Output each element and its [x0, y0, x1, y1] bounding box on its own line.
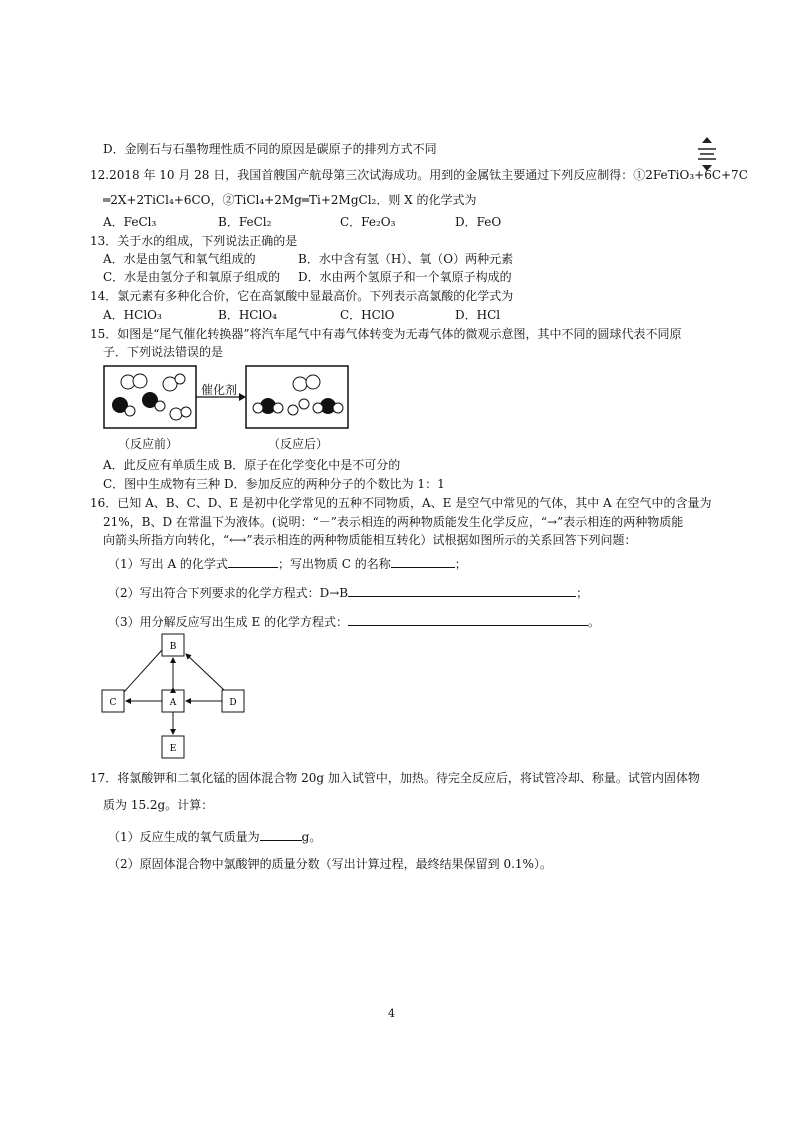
double-arrow-icon: ⟷: [229, 533, 247, 547]
q14-stem: 14．氯元素有多种化合价，它在高氯酸中显最高价。下列表示高氯酸的化学式为: [90, 289, 514, 303]
q17-sub1-text: （1）反应生成的氧气质量为: [108, 830, 260, 844]
q16-sub2: [108, 584, 588, 601]
q12-stem-line2: ═2X+2TiCl₄+6CO，②TiCl₄+2Mg═Ti+2MgCl₂．则 X 的化学式为: [103, 193, 477, 207]
atom-white: [333, 403, 343, 413]
q17-stem-line1: 17．将氯酸钾和二氧化锰的固体混合物 20g 加入试管中，加热。待完全反应后，将试管冷却、称量。试管内固体物: [90, 771, 700, 785]
q12-option-a: A．FeCl₃: [103, 215, 157, 229]
node-e-label: E: [169, 744, 177, 754]
q16-sub1-text: （1）写出 A 的化学式: [108, 557, 228, 571]
atom-white: [170, 408, 182, 420]
atom-white: [125, 406, 135, 416]
atom-white: [293, 377, 307, 391]
q16-sub2-text: （2）写出符合下列要求的化学方程式：D→B: [108, 586, 349, 600]
q16-stem-line2: 21%，B、D 在常温下为液体。(说明：“－”表示相连的两种物质能发生化学反应，“→”表示相连的两种物质能: [103, 515, 684, 529]
q14-option-c: C．HClO: [340, 308, 395, 322]
q12-option-c: C．Fe₂O₃: [340, 215, 396, 229]
page-number: 4: [388, 1007, 395, 1020]
relation-diagram: [100, 632, 250, 762]
node-b-label: B: [169, 642, 177, 652]
node-d-label: D: [229, 698, 237, 708]
q16-sub3: [108, 613, 600, 630]
after-box: [246, 366, 348, 428]
q16-sub2-end: ；: [576, 586, 589, 600]
atom-white: [253, 403, 263, 413]
q17-stem-line2: 质为 15.2g。计算：: [103, 798, 214, 812]
q15-options-ab: A．此反应有单质生成 B．原子在化学变化中是不可分的: [103, 458, 401, 472]
atom-white: [133, 374, 147, 388]
before-label: （反应前）: [118, 437, 179, 451]
q16-line3-end: ”表示相连的两种物质能相互转化）试根据如图所示的关系回答下列问题：: [246, 533, 637, 547]
q17-sub2: （2）原固体混合物中氯酸钾的质量分数（写出计算过程，最终结果保留到 0.1%）。: [108, 857, 552, 871]
q14-option-a: A．HClO₃: [103, 308, 162, 322]
q17-sub1-unit: g。: [301, 830, 322, 844]
answer-blank-a-formula[interactable]: [228, 555, 278, 568]
answer-blank-oxygen-mass[interactable]: [260, 828, 302, 841]
answer-blank-d-to-b[interactable]: [348, 584, 576, 597]
atom-white: [273, 403, 283, 413]
node-c-label: C: [109, 698, 117, 708]
q16-stem-line1: 16．已知 A、B、C、D、E 是初中化学常见的五种不同物质，A、E 是空气中常见的气体，其中 A 在空气中的含量为: [90, 496, 712, 510]
q17-sub1: [108, 828, 321, 845]
q13-option-b: B．水中含有氢（H）、氧（O）两种元素: [298, 252, 514, 266]
q16-sub3-end: 。: [588, 615, 601, 629]
node-a-label: A: [169, 698, 177, 708]
q13-option-c: C．水是由氢分子和氧原子组成的: [103, 270, 281, 284]
q13-stem: 13．关于水的组成，下列说法正确的是: [90, 234, 298, 248]
atom-white: [306, 375, 320, 389]
atom-white: [313, 403, 323, 413]
atom-white: [288, 405, 298, 415]
answer-blank-c-name[interactable]: [391, 555, 455, 568]
q12-option-d: D．FeO: [455, 215, 502, 229]
q13-option-a: A．水是由氢气和氧气组成的: [103, 252, 256, 266]
q16-sub3-text: （3）用分解反应写出生成 E 的化学方程式：: [108, 615, 349, 629]
atom-white: [181, 407, 191, 417]
atom-white: [155, 401, 165, 411]
q12-option-b: B．FeCl₂: [218, 215, 272, 229]
q14-option-d: D．HCl: [455, 308, 501, 322]
q16-sub1-end: ；: [454, 557, 467, 571]
edge-d-b: [186, 654, 224, 690]
q14-option-b: B．HClO₄: [218, 308, 277, 322]
q16-sub1-text2: ；写出物质 C 的名称: [277, 557, 391, 571]
edge-c-b: [124, 650, 162, 692]
q11-option-d: D．金刚石与石墨物理性质不同的原因是碳原子的排列方式不同: [103, 142, 437, 156]
after-label: （反应后）: [268, 437, 329, 451]
atom-white: [175, 374, 185, 384]
q13-option-d: D．水由两个氢原子和一个氧原子构成的: [298, 270, 512, 284]
answer-blank-e-equation[interactable]: [348, 613, 588, 626]
q12-stem-line1: 12.2018 年 10 月 28 日，我国首艘国产航母第三次试海成功。用到的金属钛主要通过下列反应制得：①2FeTiO₃+6C+7C: [90, 168, 748, 182]
q15-stem-line1: 15．如图是“尾气催化转换器”将汽车尾气中有毒气体转变为无毒气体的微观示意图，其中不同的圆球代表不同原: [90, 327, 682, 341]
q16-line3-start: 向箭头所指方向转化，“: [103, 533, 230, 547]
q15-options-cd: C．图中生成物有三种 D．参加反应的两种分子的个数比为 1：1: [103, 477, 445, 491]
q16-stem-line3: [103, 532, 636, 548]
atom-white: [299, 399, 309, 409]
q16-sub1: [108, 555, 467, 572]
catalyst-label: 催化剂: [201, 383, 238, 397]
q15-stem-line2: 子．下列说法错误的是: [103, 345, 224, 359]
